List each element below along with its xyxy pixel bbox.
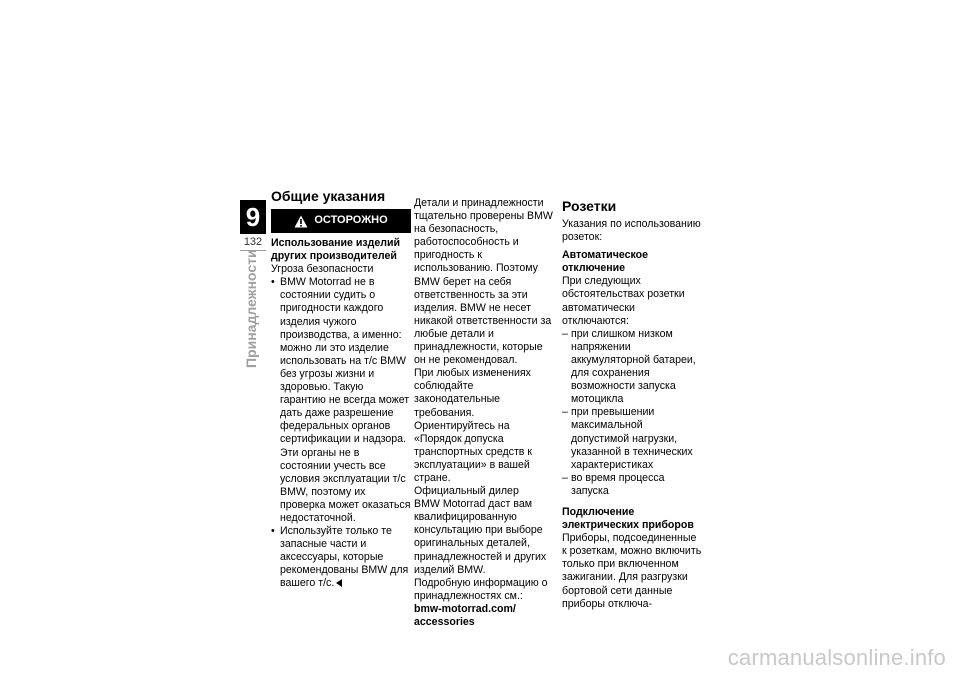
warning-intro: Угроза безопасности	[271, 263, 374, 276]
parts-paragraph-2: При любых изменениях соблюдайте законодательные требования. Ориентируйтесь на «Порядок допуска транспортных средств к эксплуатации» в вашей стране.	[414, 367, 533, 484]
section-title-sockets: Розетки	[562, 198, 617, 214]
watermark: carmanualsonline.info	[727, 645, 946, 670]
end-marker-icon	[336, 579, 342, 587]
warning-triangle-icon	[294, 215, 308, 228]
more-info-paragraph: Подробную информацию о принадлежностях см.:	[414, 576, 548, 602]
column-parts-info	[414, 197, 554, 629]
chapter-number: 9	[240, 200, 266, 234]
page-number: 132	[240, 236, 266, 251]
column-general-notes	[271, 187, 411, 591]
parts-paragraph-1: Детали и принадлежности тщательно проверены BMW на безопасность, работоспособность и пригодность к использованию. Поэтому BMW берет на себя ответственность за эти изделия. BMW не несет никакой ответственности за любые детали и принадлежности, которые он не рекомендовал.	[414, 197, 553, 367]
auto-off-item: – при слишком низком напряжении аккумуляторной батареи, для сохранения возможности запуска мотоцикла	[562, 328, 702, 407]
dealer-line: Официальный дилер	[414, 485, 519, 498]
warning-banner	[271, 209, 411, 233]
sockets-intro: Указания по использованию розеток:	[562, 218, 701, 244]
connect-devices-paragraph: Приборы, подсоединенные к розеткам, можно включить только при включенном зажигании. Для разгрузки бортовой сети данные приборы отключа-	[562, 532, 702, 610]
warning-bullet: • BMW Motorrad не в состоянии судить о пригодности каждого изделия чужого производства, а именно: можно ли это изделие использовать на т/с BMW без угрозы жизни и здоровью. Такую гарантию не всегда может дать даже разрешение федеральных органов сертификации и надзора. Эти органы не в состоянии учесть все условия эксплуатации т/с BMW, поэтому их проверка может оказаться недостаточной.	[271, 276, 411, 525]
section-title-general: Общие указания	[271, 188, 386, 204]
subheading-connect-devices: Подключение электрических приборов	[562, 505, 694, 532]
auto-off-item: – во время процесса запуска	[562, 472, 702, 498]
warning-bullet-text: Используйте только те запасные части и аксессуары, которые рекомендованы BMW для вашего т/с.	[280, 525, 409, 590]
warning-bullet-list	[271, 276, 411, 590]
auto-off-item: – при превышении максимальной допустимой нагрузки, указанной в технических характеристиках	[562, 406, 702, 471]
auto-off-paragraph: При следующих обстоятельствах розетки автоматически отключаются:	[562, 275, 685, 327]
auto-off-list	[562, 328, 702, 498]
chapter-vertical-label: Принадлежности	[243, 249, 259, 368]
subheading-auto-off: Автоматическое отключение	[562, 249, 649, 275]
warning-bullet	[271, 525, 411, 590]
warning-heading: Использование изделий других производителей	[271, 237, 400, 263]
dealer-paragraph: BMW Motorrad даст вам квалифицированную консультацию при выборе оригинальных деталей, принадлежностей и других изделий BMW.	[414, 498, 547, 576]
accessories-link[interactable]: bmw-motorrad.com/ accessories	[414, 602, 516, 628]
column-sockets	[562, 197, 702, 611]
warning-label: ОСТОРОЖНО	[314, 214, 388, 227]
chapter-sidebar	[240, 200, 266, 368]
